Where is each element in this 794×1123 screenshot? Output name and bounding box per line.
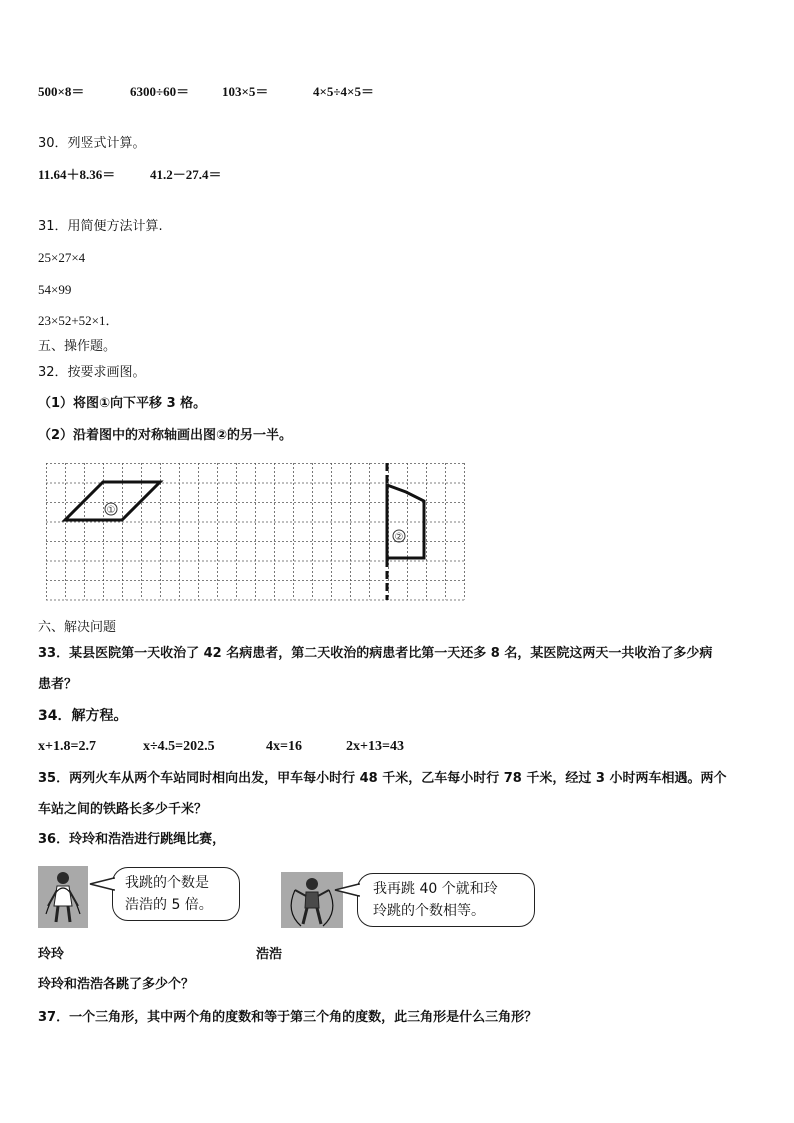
calc-item-3: 103×5＝ xyxy=(222,84,269,99)
question-32-part-1: （1）将图①向下平移 3 格。 xyxy=(38,396,207,411)
question-35-line-1: 35．两列火车从两个车站同时相向出发，甲车每小时行 48 千米，乙车每小时行 78 千米，经过 3 小时两车相遇。两个 xyxy=(38,771,727,786)
question-33-line-1: 33．某县医院第一天收治了 42 名病患者，第二天收治的病患者比第一天还多 8 名，某医院这两天一共收治了多少病 xyxy=(38,646,713,661)
question-35-line-2: 车站之间的铁路长多少千米？ xyxy=(38,802,208,817)
grid-svg xyxy=(46,463,468,601)
section-6-heading: 六、解决问题 xyxy=(38,620,117,635)
question-32-part-2: （2）沿着图中的对称轴画出图②的另一半。 xyxy=(38,428,293,443)
simplify-item-1: 25×27×4 xyxy=(38,250,86,265)
bubble-pointer-lingling xyxy=(88,876,116,892)
question-34-title: 34．解方程。 xyxy=(38,708,128,724)
calc-item-4: 4×5÷4×5＝ xyxy=(313,84,374,99)
name-haohao: 浩浩 xyxy=(256,947,283,962)
calc-item-1: 500×8＝ xyxy=(38,84,85,99)
section-5-heading: 五、操作题。 xyxy=(38,339,117,354)
speech-bubble-lingling xyxy=(112,867,240,921)
bubble-haohao-line-1: 我再跳 40 个就和玲 xyxy=(373,881,498,897)
bubble-lingling-line-2: 浩浩的 5 倍。 xyxy=(125,897,213,913)
question-31-title: 31．用简便方法计算. xyxy=(38,219,163,234)
grid-figure xyxy=(46,463,468,605)
calc-item-2: 6300÷60＝ xyxy=(130,84,190,99)
question-36-prompt: 玲玲和浩浩各跳了多少个？ xyxy=(38,977,195,992)
simplify-item-2: 54×99 xyxy=(38,282,72,297)
vertical-calc-2: 41.2－27.4＝ xyxy=(150,167,222,182)
haohao-avatar xyxy=(281,872,343,928)
equation-3: 4x=16 xyxy=(266,739,302,754)
question-37: 37．一个三角形，其中两个角的度数和等于第三个角的度数，此三角形是什么三角形？ xyxy=(38,1010,538,1025)
bubble-pointer-haohao xyxy=(333,882,361,898)
question-36-title: 36．玲玲和浩浩进行跳绳比赛， xyxy=(38,832,226,847)
speech-bubble-haohao xyxy=(357,873,535,927)
vertical-calc-1: 11.64＋8.36＝ xyxy=(38,167,116,182)
equation-4: 2x+13=43 xyxy=(346,739,404,754)
girl-jumping-rope-icon xyxy=(38,866,88,928)
lingling-avatar xyxy=(38,866,88,928)
question-30-title: 30．列竖式计算。 xyxy=(38,136,146,151)
trapezoid-shape-2-half xyxy=(387,485,424,558)
shape-2-label: ② xyxy=(394,532,404,543)
name-lingling: 玲玲 xyxy=(38,947,65,962)
boy-jumping-rope-icon xyxy=(281,872,343,928)
simplify-item-3: 23×52+52×1． xyxy=(38,313,119,328)
equation-1: x+1.8=2.7 xyxy=(38,739,96,754)
equation-2: x÷4.5=202.5 xyxy=(143,739,215,754)
question-33-line-2: 患者？ xyxy=(38,677,78,692)
question-32-title: 32．按要求画图。 xyxy=(38,365,146,380)
shape-1-label: ① xyxy=(106,505,116,516)
bubble-haohao-line-2: 玲跳的个数相等。 xyxy=(373,903,485,919)
bubble-lingling-line-1: 我跳的个数是 xyxy=(125,875,209,891)
